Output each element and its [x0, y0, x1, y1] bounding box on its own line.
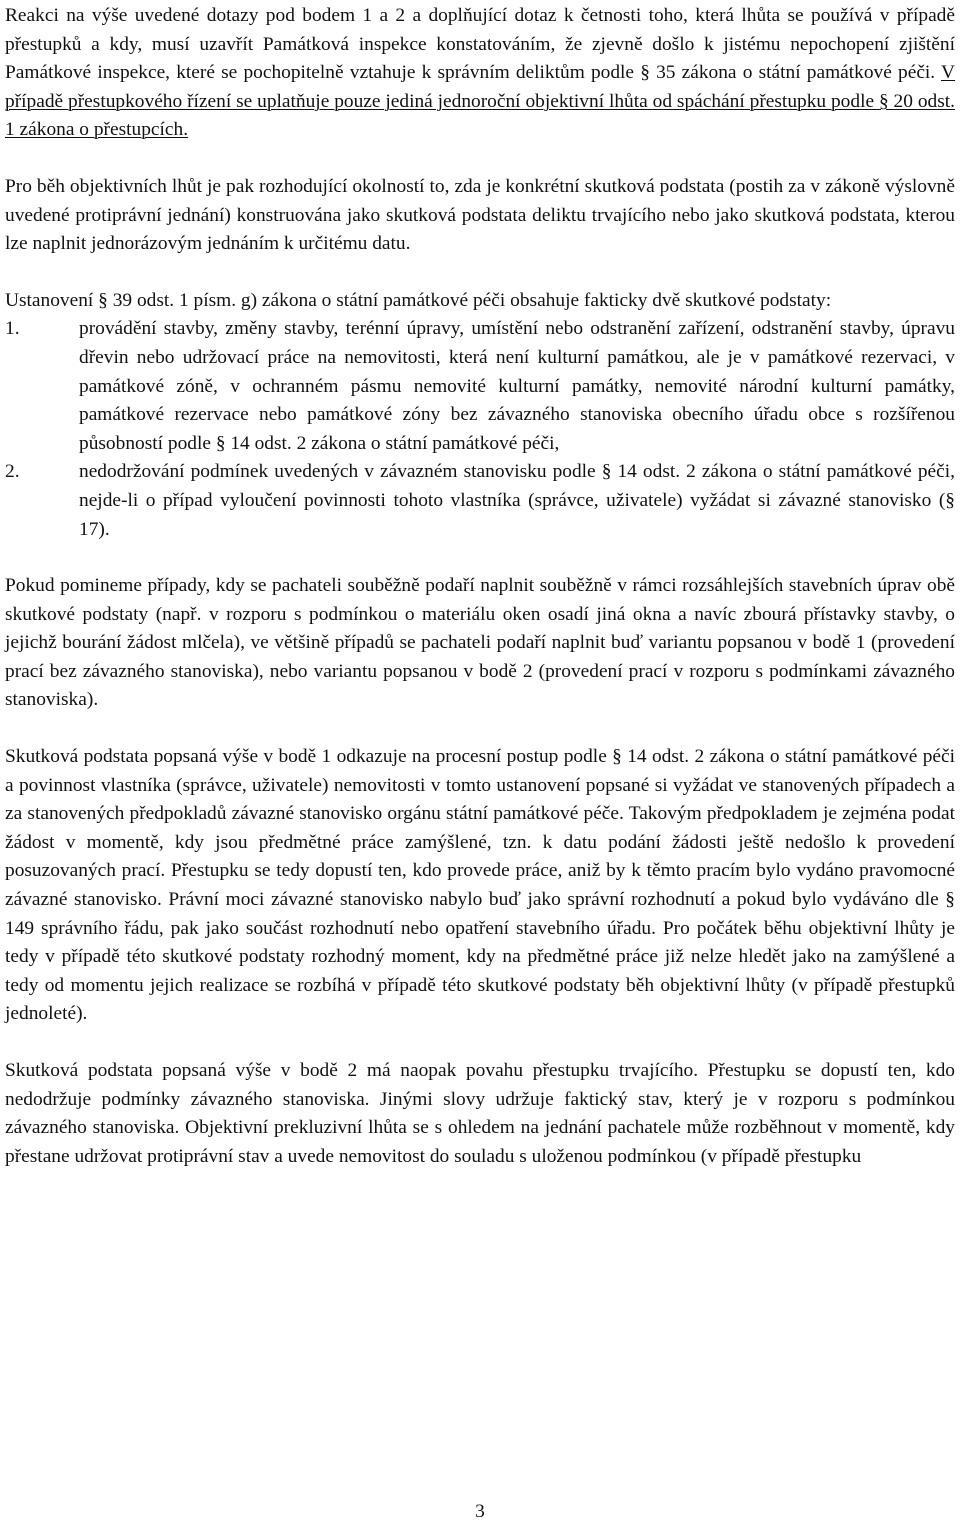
offense-list — [5, 315, 955, 544]
page-number: 3 — [475, 1501, 485, 1522]
paragraph-objective-deadlines: Pro běh objektivních lhůt je pak rozhodující okolností to, zda je konkrétní skutková podstata (postih za v zákoně výslovně uvedené protiprávní jednání) konstruována jako skutková podstata deliktu trvajícího nebo jako skutková podstata, kterou lze naplnit jednorázovým jednáním k určitému datu. — [5, 175, 955, 255]
paragraph-point-two: Skutková podstata popsaná výše v bodě 2 má naopak povahu přestupku trvajícího. Přestupku se dopustí ten, kdo nedodržuje podmínky závazného stanoviska. Jinými slovy udržuje faktický stav, který je v rozporu s podmínkou závazného stanoviska. Objektivní prekluzivní lhůta se s ohledem na jednání pachatele může rozběhnout v momentě, kdy přestane udržovat protiprávní stav a uvede nemovitost do souladu s uloženou podmínkou (v případě přestupku — [5, 1060, 955, 1167]
list-item-number: 2. — [5, 461, 20, 483]
paragraph-intro-text: Reakci na výše uvedené dotazy pod bodem 1 a 2 a doplňující dotaz k četnosti toho, která lhůta se používá v případě přestupků a kdy, musí uzavřít Památková inspekce konstatováním, že zjevně došlo k jistému nepochopení zjištění Památkové inspekce, které se pochopitelně vztahuje k správním deliktům podle § 35 zákona o státní památkové péči. — [5, 5, 955, 84]
paragraph-cases: Pokud pomineme případy, kdy se pachateli souběžně podaří naplnit souběžně v rámci rozsáhlejších stavebních úprav obě skutkové podstaty (např. v rozporu s podmínkou o materiálu oken osadí jiná okna a navíc zbourá přístavky stavby, o jejichž bourání žádost mlčela), ve většině případů se pachateli podaří naplnit buď variantu popsanou v bodě 1 (provedení prací bez závazného stanoviska), nebo variantu popsanou v bodě 2 (provedení prací v rozporu s podmínkami závazného stanoviska). — [5, 575, 955, 711]
list-item — [5, 315, 955, 458]
paragraph-intro-underlined-text: V případě přestupkového řízení se uplatňuje pouze jediná jednoroční objektivní lhůta od spáchání přestupku podle § 20 odst. 1 zákona o přestupcích. — [5, 62, 956, 141]
list-item-text: nedodržování podmínek uvedených v závazném stanovisku podle § 14 odst. 2 zákona o státní památkové péči, nejde-li o případ vyloučení povinnosti tohoto vlastníka (správce, uživatele) vyžádat si závazné stanovisko (§ 17). — [79, 461, 955, 540]
paragraph-point-one: Skutková podstata popsaná výše v bodě 1 odkazuje na procesní postup podle § 14 odst. 2 zákona o státní památkové péči a povinnost vlastníka (správce, uživatele) nemovitosti v tomto ustanovení popsané si vyžádat ve stanovených případech a za stanovených předpokladů závazné stanovisko orgánu státní památkové péče. Takovým předpokladem je zejména podat žádost v momentě, kdy jsou předmětné práce zamýšlené, tzn. k datu podání žádosti ještě nedošlo k provedení posuzovaných prací. Přestupku se tedy dopustí ten, kdo provede práce, aniž by k těmto pracím bylo vydáno pravomocné závazné stanovisko. Právní moci závazné stanovisko nabylo buď jako správní rozhodnutí a pokud bylo vydáváno dle § 149 správního řádu, pak jako součást rozhodnutí nebo opatření stavebního úřadu. Pro počátek běhu objektivní lhůty je tedy v případě této skutkové podstaty rozhodný moment, kdy na předmětné práce již nelze hledět jako na zamýšlené a tedy od momentu jejich realizace se rozbíhá v případě této skutkové podstaty běh objektivní lhůty (v případě přestupků jednoleté). — [5, 746, 955, 1025]
list-item-number: 1. — [5, 318, 20, 340]
list-item-text: provádění stavby, změny stavby, terénní úpravy, umístění nebo odstranění zařízení, odstranění stavby, úpravu dřevin nebo udržovací práce na nemovitosti, která není kulturní památkou, ale je v památkové rezervaci, v památkové zóně, v ochranném pásmu nemovité kulturní památky, nemovité národní kulturní památky, památkové rezervace nebo památkové zóny bez závazného stanoviska obecního úřadu obce s rozšířenou působností podle § 14 odst. 2 zákona o státní památkové péči, — [79, 318, 955, 454]
document-page — [5, 2, 955, 1171]
list-item — [5, 458, 955, 544]
paragraph-provision: Ustanovení § 39 odst. 1 písm. g) zákona o státní památkové péči obsahuje fakticky dvě skutkové podstaty: — [5, 289, 832, 311]
paragraph-intro — [5, 2, 955, 145]
